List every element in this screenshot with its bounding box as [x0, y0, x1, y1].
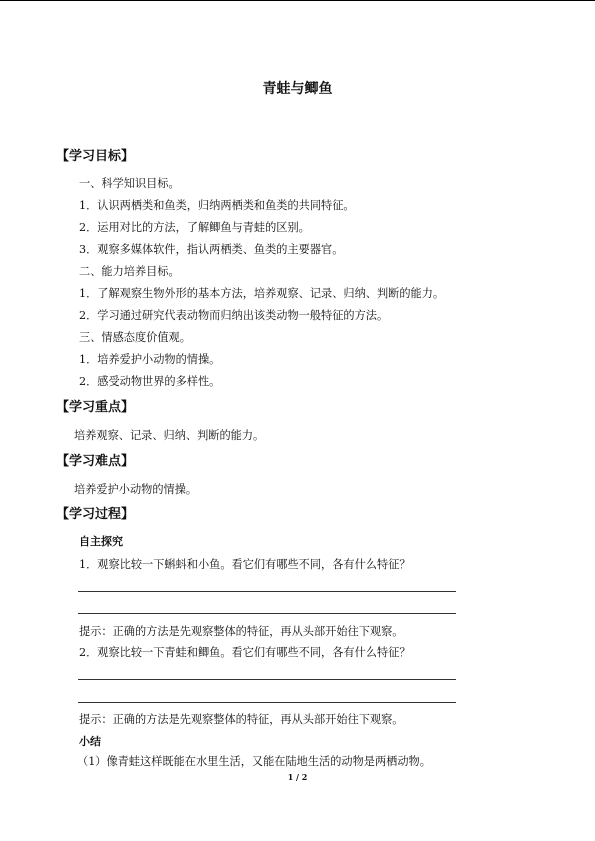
hint-2: 提示：正确的方法是先观察整体的特征，再从头部开始往下观察。	[79, 713, 404, 726]
answer-line[interactable]	[78, 679, 456, 680]
difficulties-text: 培养爱护小动物的情操。	[74, 483, 198, 496]
section-heading-objectives: 【学习目标】	[56, 149, 135, 164]
section-heading-key-points: 【学习重点】	[56, 400, 135, 415]
page-number: 1 / 2	[287, 772, 308, 782]
question-2: 2．观察比较一下青蛙和鲫鱼。看它们有哪些不同，各有什么特征？	[79, 646, 411, 659]
objective-line: 2．运用对比的方法，了解鲫鱼与青蛙的区别。	[79, 221, 310, 234]
hint-1: 提示：正确的方法是先观察整体的特征，再从头部开始往下观察。	[79, 625, 404, 638]
objective-line: 三、情感态度价值观。	[79, 331, 191, 344]
objective-line: 3．观察多媒体软件，指认两栖类、鱼类的主要器官。	[79, 243, 344, 256]
objective-line: 2．学习通过研究代表动物而归纳出该类动物一般特征的方法。	[79, 309, 389, 322]
key-points-text: 培养观察、记录、归纳、判断的能力。	[74, 429, 265, 442]
answer-line[interactable]	[78, 591, 456, 592]
summary-label: 小结	[79, 735, 101, 748]
section-heading-process: 【学习过程】	[56, 507, 135, 522]
summary-item-1: （1）像青蛙这样既能在水里生活，又能在陆地生活的动物是两栖动物。	[77, 755, 431, 768]
objective-line: 1．认识两栖类和鱼类，归纳两栖类和鱼类的共同特征。	[79, 199, 355, 212]
answer-line[interactable]	[78, 702, 456, 703]
objective-line: 1．培养爱护小动物的情操。	[79, 353, 221, 366]
page-title: 青蛙与鲫鱼	[262, 81, 333, 97]
self-explore-label: 自主探究	[79, 535, 123, 548]
question-1: 1．观察比较一下蝌蚪和小鱼。看它们有哪些不同，各有什么特征？	[79, 558, 411, 571]
section-heading-difficulties: 【学习难点】	[56, 454, 135, 469]
objective-line: 1．了解观察生物外形的基本方法，培养观察、记录、归纳、判断的能力。	[79, 287, 445, 300]
answer-line[interactable]	[78, 613, 456, 614]
objective-line: 2．感受动物世界的多样性。	[79, 375, 221, 388]
top-border-rule	[0, 0, 595, 1]
objective-line: 一、科学知识目标。	[79, 177, 180, 190]
objective-line: 二、能力培养目标。	[79, 265, 180, 278]
